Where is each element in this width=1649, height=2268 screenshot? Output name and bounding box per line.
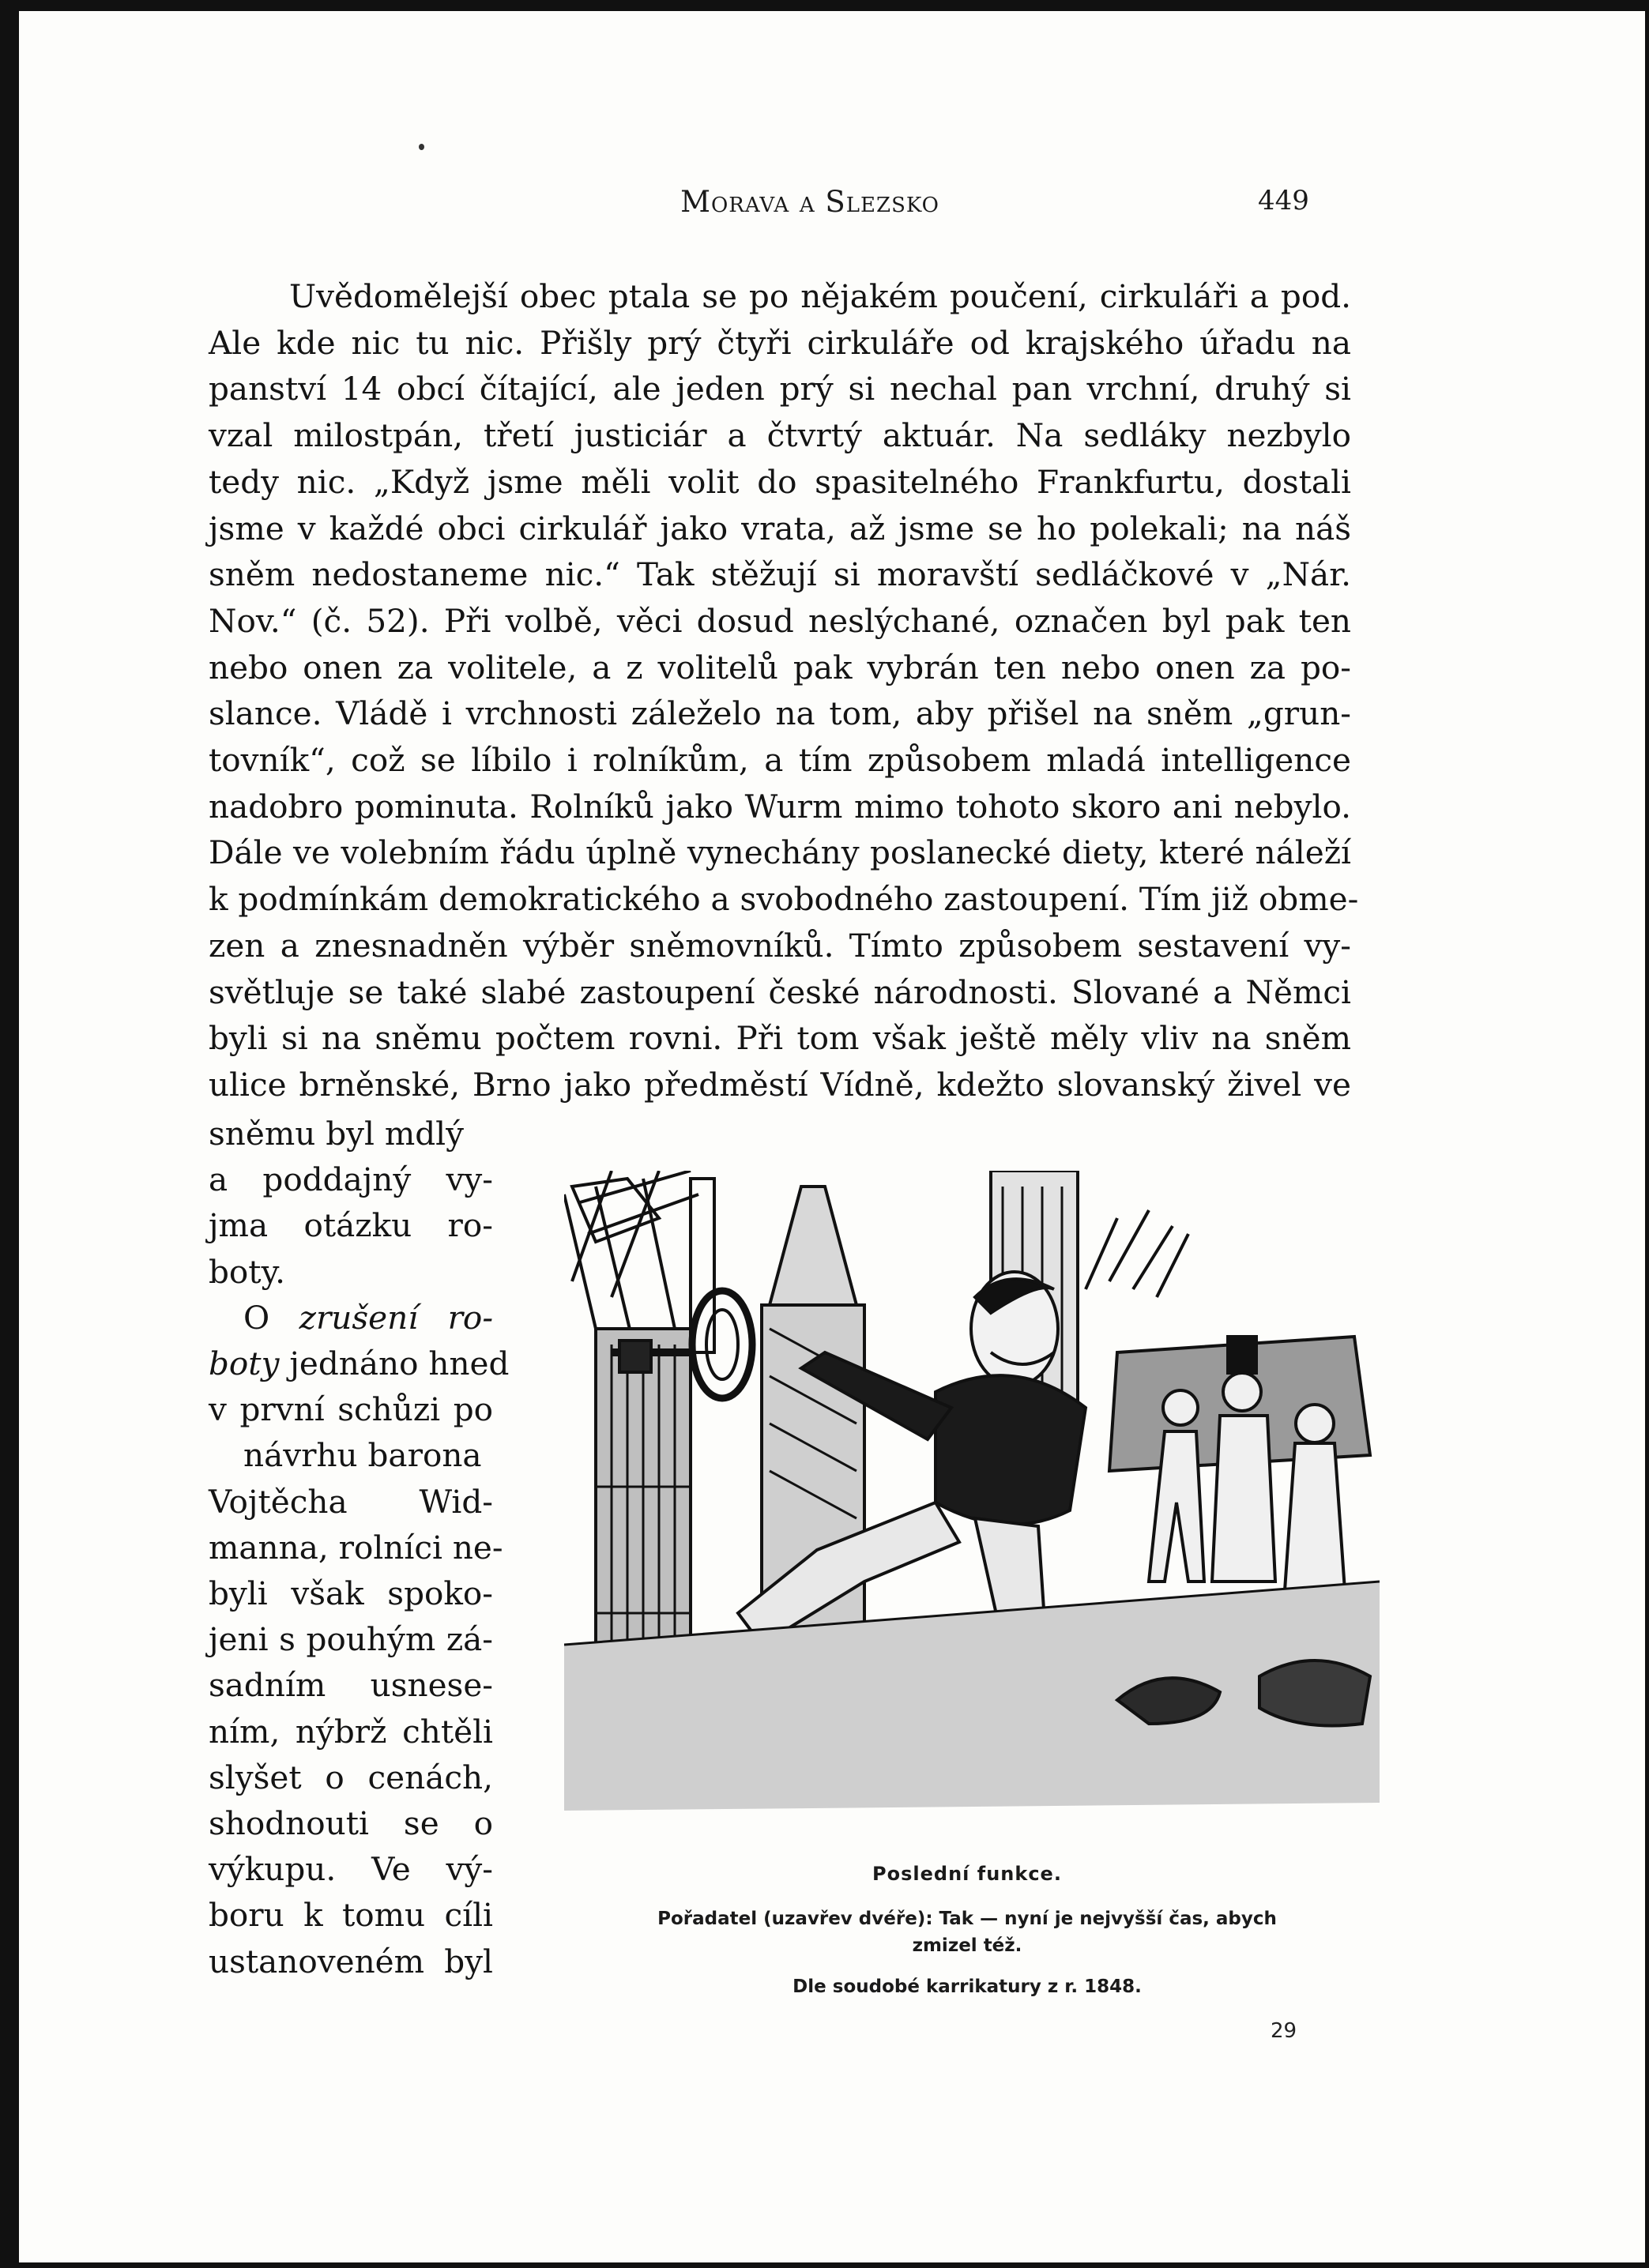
text-line: byli však spoko- <box>209 1574 493 1613</box>
text-line: tedy nic. „Když jsme měli volit do spasitelného Frankfurtu, dostali <box>209 462 1351 501</box>
main-paragraph <box>209 273 1359 1108</box>
text-line: sněm nedostaneme nic.“ Tak stěžují si moravští sedláčkové v „Nár. <box>209 555 1351 594</box>
text-line: slance. Vládě i vrchnosti záleželo na tom, aby přišel na sněm „grun- <box>209 694 1351 733</box>
text-fragment: jednáno hned <box>279 1345 510 1383</box>
text-line: shodnouti se o <box>209 1804 493 1843</box>
italic-term: zrušení ro- <box>299 1298 494 1337</box>
text-line: v první schůzi po <box>209 1390 493 1429</box>
text-line: byli si na sněmu počtem rovni. Při tom však ještě měly vliv na sněm <box>209 1019 1351 1058</box>
text-line: ním, nýbrž chtěli <box>209 1712 493 1751</box>
caption-line: Pořadatel (uzavřev dvéře): Tak — nyní je nejvyšší čas, abych <box>657 1909 1277 1929</box>
text-line: nebo onen za volitele, a z volitelů pak vybrán ten nebo onen za po- <box>209 648 1351 686</box>
text-line: k podmínkám demokratického a svobodného zastoupení. Tím již obme- <box>209 880 1359 919</box>
text-line <box>209 1341 510 1386</box>
text-line: Vojtěcha Wid- <box>209 1482 493 1521</box>
text-line: ustanoveném byl <box>209 1942 493 1980</box>
running-head: Morava a Slezsko <box>680 185 939 219</box>
italic-term: boty <box>209 1345 280 1383</box>
text-line: Dále ve volebním řádu úplně vynechány poslanecké diety, které náleží <box>209 833 1351 872</box>
text-line: nadobro pominuta. Rolníků jako Wurm mimo tohoto skoro ani nebylo. <box>209 787 1351 826</box>
text-line: boru k tomu cíli <box>209 1896 493 1935</box>
text-line: jsme v každé obci cirkulář jako vrata, až jsme se ho polekali; na náš <box>209 509 1351 547</box>
text-line: Ale kde nic tu nic. Přišly prý čtyři cirkuláře od krajského úřadu na <box>209 323 1351 362</box>
text-line: ulice brněnské, Brno jako předměstí Vídně, kdežto slovanský živel ve <box>209 1065 1351 1104</box>
text-line: sadním usnese- <box>209 1666 493 1705</box>
text-line: slyšet o cenách, <box>209 1758 493 1796</box>
text-line: manna, rolníci ne- <box>209 1528 503 1567</box>
figure-caption-title: Poslední funkce. <box>872 1863 1062 1885</box>
text-line: zen a znesnadněn výběr sněmovníků. Tímto způsobem sestavení vy- <box>209 926 1351 965</box>
text-line: boty. <box>209 1252 285 1291</box>
figure-source-note: Dle soudobé karrikatury z r. 1848. <box>792 1977 1142 1997</box>
text-line: a poddajný vy- <box>209 1160 493 1199</box>
side-column-text <box>209 1111 510 1984</box>
caption-line: zmizel též. <box>912 1935 1022 1956</box>
text-line <box>209 1295 493 1341</box>
text-line: výkupu. Ve vý- <box>209 1850 493 1889</box>
text-line: tovník“, což se líbilo i rolníkům, a tím způsobem mladá intelligence <box>209 741 1351 780</box>
caricature-illustration <box>564 1171 1380 1820</box>
book-page <box>19 11 1645 2262</box>
page-number: 449 <box>1258 185 1309 216</box>
text-line: jma otázku ro- <box>209 1206 493 1245</box>
text-line: vzal milostpán, třetí justiciár a čtvrtý aktuár. Na sedláky nezbylo <box>209 416 1351 455</box>
paragraph-lead: O <box>243 1298 270 1337</box>
figure-caption-text <box>588 1905 1346 1959</box>
signature-mark: 29 <box>1271 2019 1297 2043</box>
ink-speck <box>419 144 424 150</box>
text-line: panství 14 obcí čítající, ale jeden prý si nechal pan vrchní, druhý si <box>209 370 1351 408</box>
text-line: Nov.“ (č. 52). Při volbě, věci dosud neslýchané, označen byl pak ten <box>209 601 1351 640</box>
text-line: světluje se také slabé zastoupení české národnosti. Slované a Němci <box>209 972 1351 1011</box>
text-line: Uvědomělejší obec ptala se po nějakém poučení, cirkuláři a pod. <box>289 277 1351 315</box>
text-line: návrhu barona <box>243 1436 482 1475</box>
text-line: jeni s pouhým zá- <box>209 1620 493 1659</box>
text-line: sněmu byl mdlý <box>209 1115 464 1153</box>
